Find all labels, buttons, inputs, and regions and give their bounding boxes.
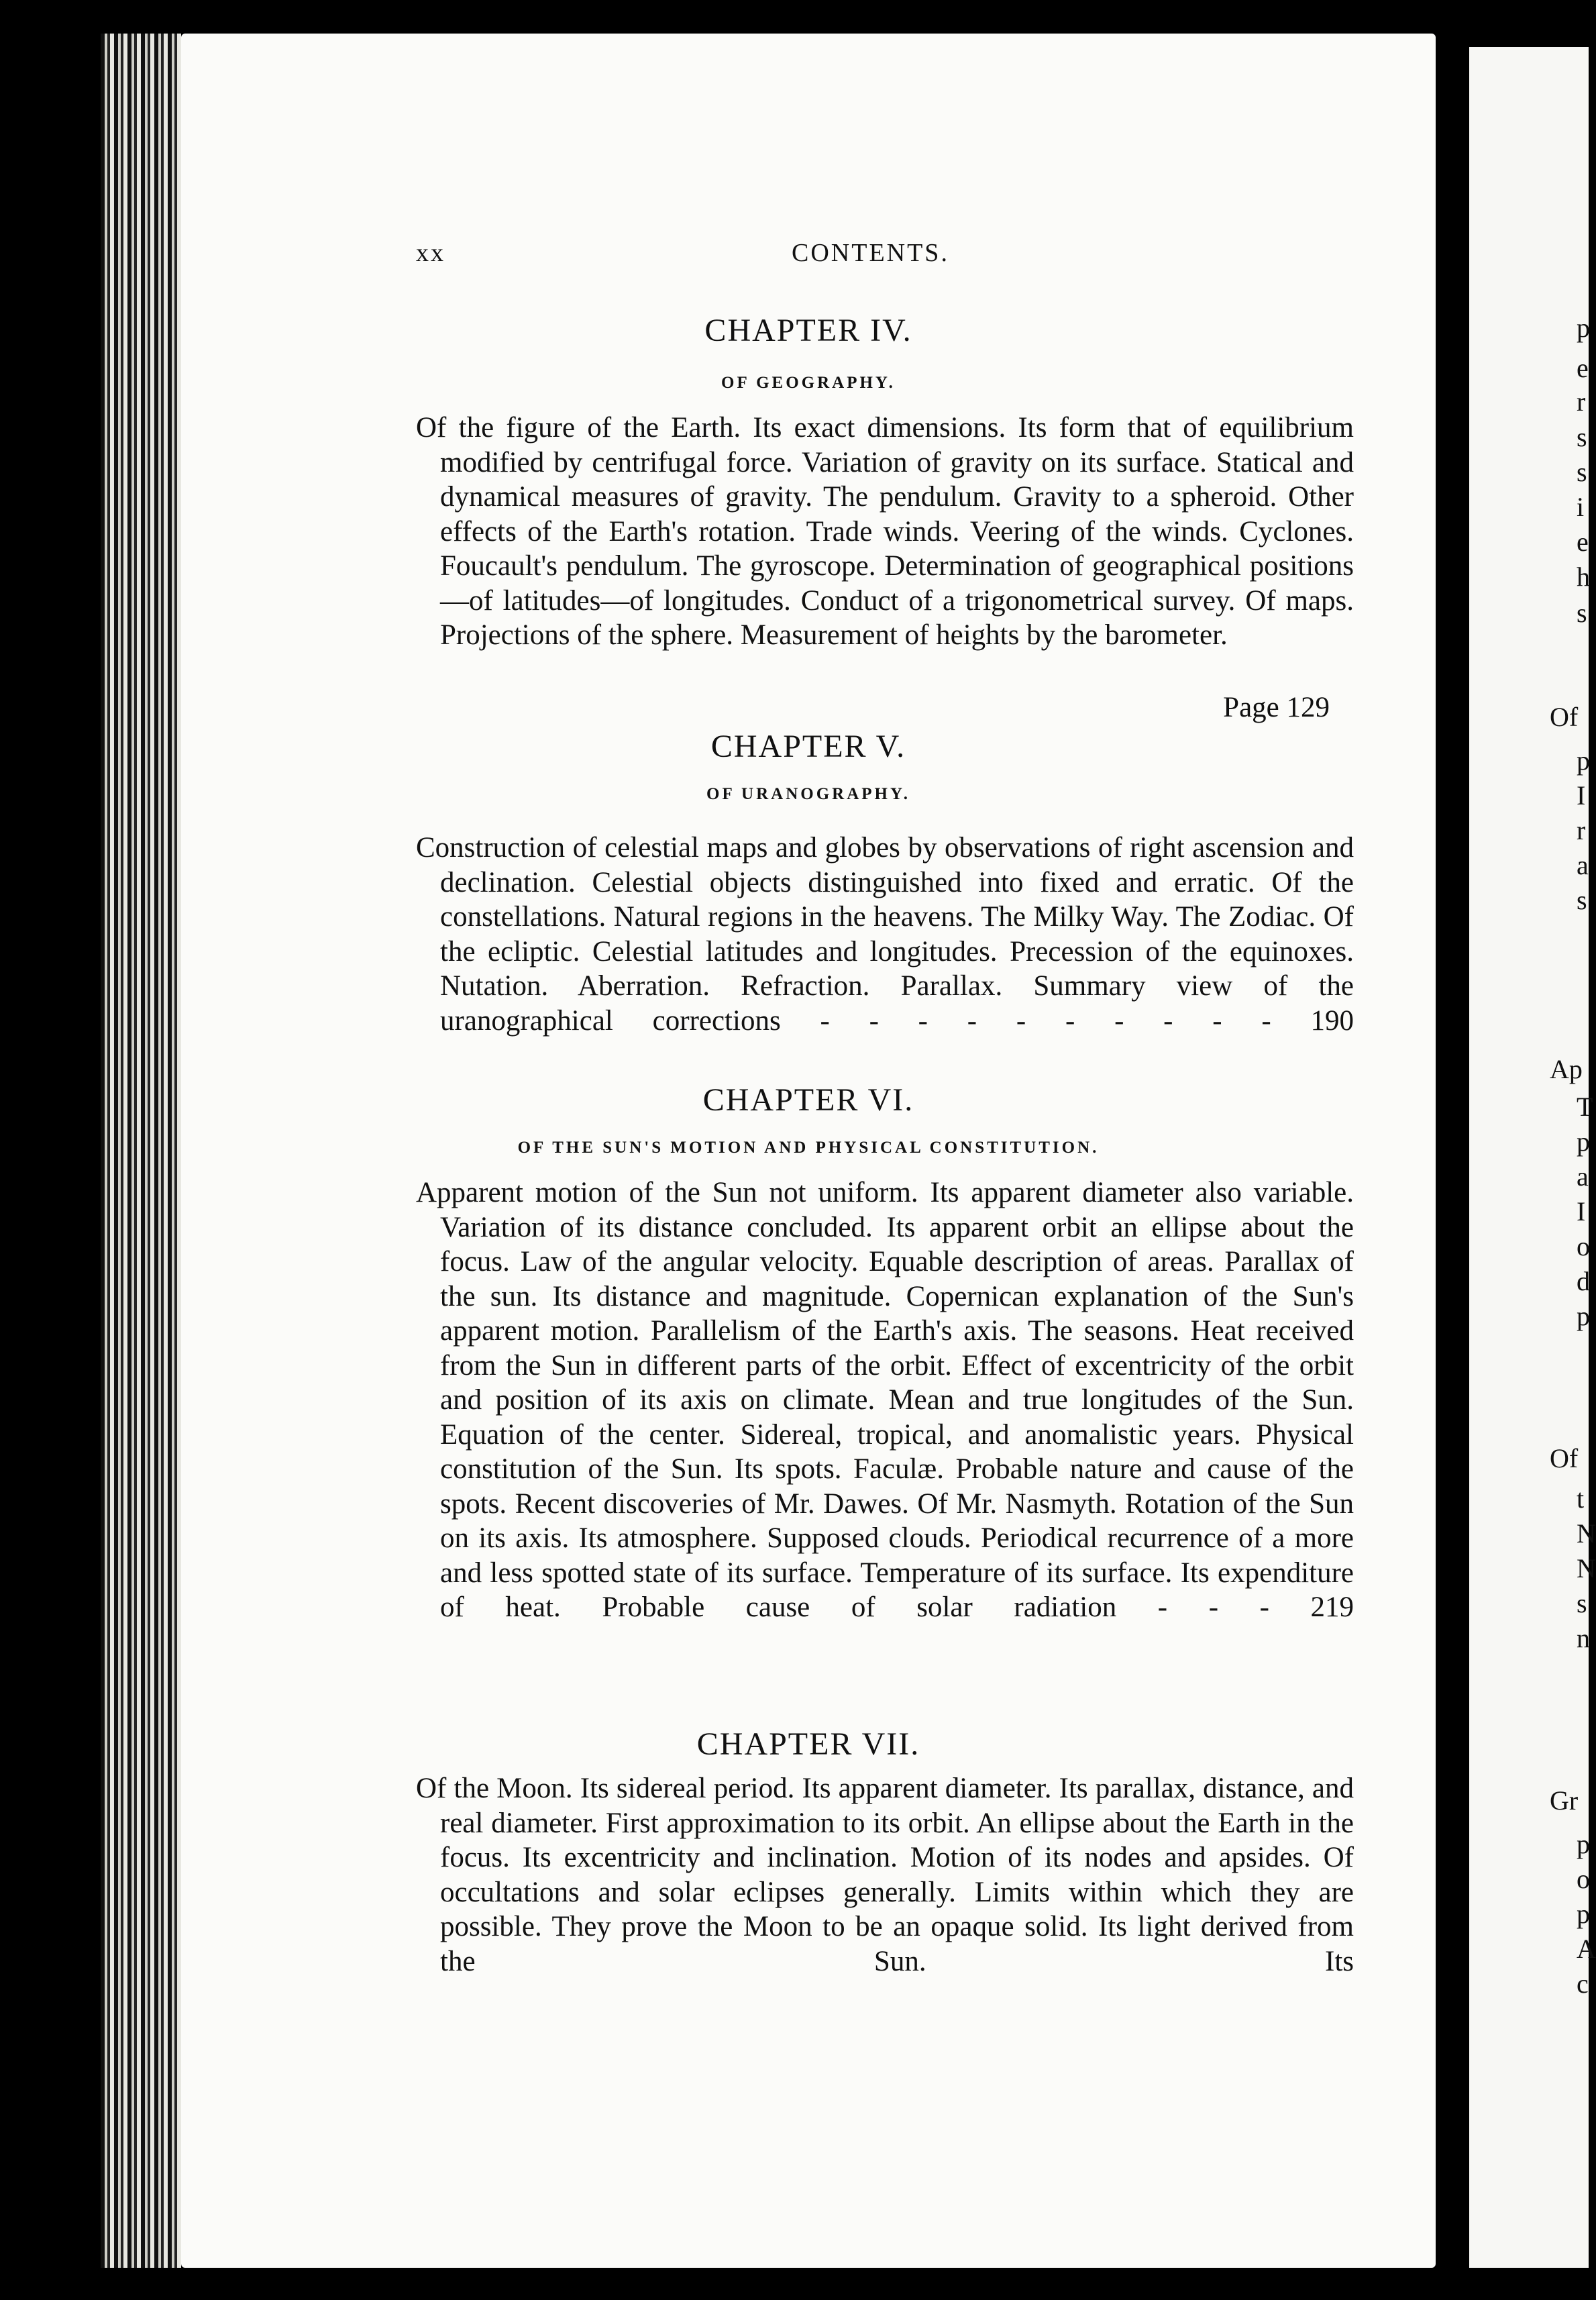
- chapter-title: CHAPTER VI.: [702, 1082, 914, 1118]
- facing-page-fragment: r: [1577, 386, 1586, 417]
- facing-page-fragment: s: [1577, 598, 1587, 628]
- facing-page-fragment: Of: [1550, 1443, 1579, 1473]
- facing-page-fragment: c: [1577, 1969, 1589, 1999]
- facing-page-fragment: Gr: [1550, 1785, 1579, 1816]
- chapter-title: CHAPTER V.: [710, 729, 906, 764]
- facing-page-fragment: Of: [1550, 702, 1579, 732]
- facing-page-fragment: a: [1577, 1161, 1589, 1192]
- facing-page-fragment: N: [1577, 1553, 1596, 1583]
- facing-page-fragment: Ap: [1550, 1054, 1583, 1084]
- facing-page-fragment: s: [1577, 422, 1587, 452]
- chapter-summary: Apparent motion of the Sun not uniform. Its apparent diameter also variable. Variation of its distance concluded. Its apparent orbit an ellipse about the focus. Law of the angular velocity. Equable description of areas. Parallax of the sun. Its distance and magnitude. Copernican explanation of the Sun's apparent motion. Parallelism of the Earth's axis. The seasons. Heat received from the Sun in different parts of the orbit. Effect of excentricity of the orbit and position of its axis on climate. Mean and true longitudes of the Sun. Equation of the center. Sidereal, tropical, and anomalistic years. Physical constitution of the Sun. Its spots. Faculæ. Probable nature and cause of the spots. Recent discoveries of Mr. Dawes. Of Mr. Nasmyth. Rotation of the Sun on its axis. Its atmosphere. Supposed clouds. Periodical recurrence of a more and less spotted state of its surface. Temperature of its surface. Its expenditure of heat. Probable cause of solar radiation - - - 219: [416, 1177, 1354, 1623]
- facing-page-fragment: e: [1577, 527, 1589, 557]
- facing-page-fragment: o: [1577, 1231, 1590, 1261]
- page-reference: Page 129: [1223, 692, 1330, 723]
- chapter-title: CHAPTER VII.: [696, 1726, 920, 1762]
- facing-page-fragment: e: [1577, 353, 1589, 383]
- facing-page-fragment: n: [1577, 1623, 1590, 1653]
- facing-page-fragment: a: [1577, 850, 1589, 880]
- facing-page-fragment: T: [1577, 1092, 1593, 1122]
- facing-page-fragment: d: [1577, 1266, 1590, 1296]
- chapter-subtitle: OF GEOGRAPHY.: [721, 374, 896, 392]
- chapter-subtitle: OF THE SUN'S MOTION AND PHYSICAL CONSTITUTION.: [517, 1139, 1100, 1157]
- facing-page-fragment: p: [1577, 1301, 1590, 1331]
- facing-page-fragment: t: [1577, 1483, 1585, 1514]
- chapter-summary: Construction of celestial maps and globes by observations of right ascension and declination. Celestial objects distinguished into fixed and erratic. Of the constellations. Natural regions in the heavens. The Milky Way. The Zodiac. Of the ecliptic. Celestial latitudes and longitudes. Precession of the equinoxes. Nutation. Aberration. Refraction. Parallax. Summary view of the uranographical corrections - - - - - - - - - - 190: [416, 832, 1354, 1037]
- facing-page-fragment: r: [1577, 815, 1586, 845]
- facing-page-fragment: p: [1577, 313, 1590, 343]
- facing-page-fragment: s: [1577, 457, 1587, 487]
- facing-page-fragment: p: [1577, 745, 1590, 776]
- running-title: CONTENTS.: [792, 239, 949, 267]
- facing-page: [1469, 47, 1596, 2268]
- facing-page-fragment: I: [1577, 780, 1586, 811]
- book-spine-edge: [101, 34, 181, 2268]
- chapter-subtitle: OF URANOGRAPHY.: [706, 785, 910, 803]
- facing-page-fragment: A: [1577, 1934, 1596, 1964]
- facing-page-fragment: p: [1577, 1829, 1590, 1859]
- facing-page-fragment: h: [1577, 562, 1590, 592]
- chapter-summary: Of the Moon. Its sidereal period. Its apparent diameter. Its parallax, distance, and real diameter. First approximation to its orbit. An ellipse about the Earth in the focus. Its excentricity and inclination. Motion of its nodes and apsides. Of occultations and solar eclipses generally. Limits within which they are possible. They prove the Moon to be an opaque solid. Its light derived from the Sun. Its: [416, 1773, 1354, 1977]
- facing-page-fragment: s: [1577, 885, 1587, 915]
- chapter-title: CHAPTER IV.: [704, 313, 912, 348]
- facing-page-fragment: N: [1577, 1518, 1596, 1549]
- facing-page-fragment: p: [1577, 1899, 1590, 1929]
- facing-page-fragment: I: [1577, 1196, 1586, 1226]
- chapter-summary: Of the figure of the Earth. Its exact dimensions. Its form that of equilibrium modified by centrifugal force. Variation of gravity on its surface. Statical and dynamical measures of gravity. The pendulum. Gravity to a spheroid. Other effects of the Earth's rotation. Trade winds. Veering of the winds. Cyclones. Foucault's pendulum. The gyroscope. Determination of geographical positions—of latitudes—of longitudes. Conduct of a trigonometrical survey. Of maps. Projections of the sphere. Measurement of heights by the barometer.: [416, 412, 1354, 651]
- facing-page-fragment: i: [1577, 492, 1585, 522]
- facing-page-fragment: p: [1577, 1127, 1590, 1157]
- page-number: xx: [416, 239, 445, 267]
- facing-page-fragment: o: [1577, 1864, 1590, 1894]
- facing-page-fragment: s: [1577, 1588, 1587, 1618]
